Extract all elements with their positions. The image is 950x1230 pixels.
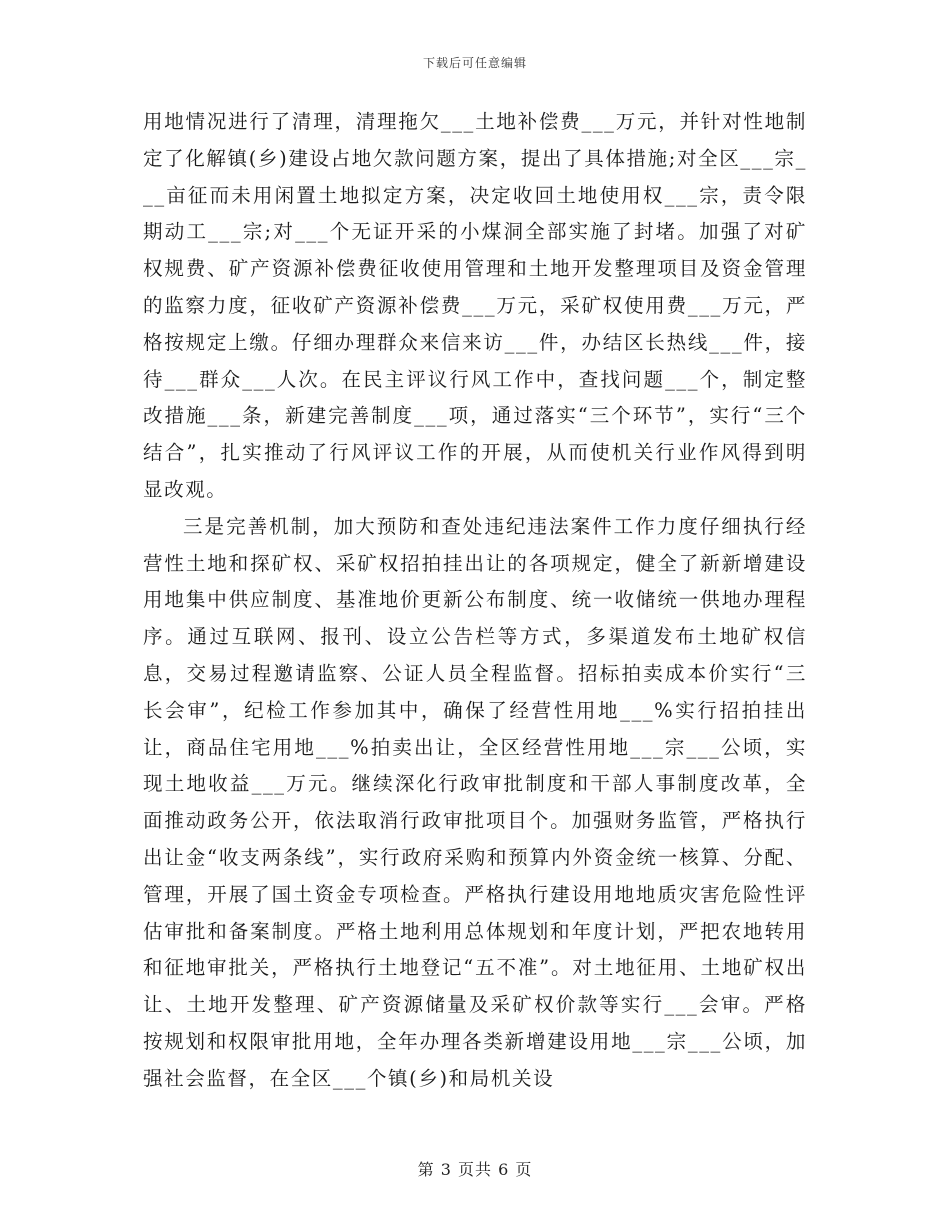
document-body — [143, 104, 807, 1098]
body-paragraph-2: 三是完善机制，加大预防和查处违纪违法案件工作力度仔细执行经营性土地和探矿权、采矿权招拍挂出让的各项规定，健全了新新增建设用地集中供应制度、基准地价更新公布制度、统一收储统一供地办理程序。通过互联网、报刊、设立公告栏等方式，多渠道发布土地矿权信息，交易过程邀请监察、公证人员全程监督。招标拍卖成本价实行“三长会审”，纪检工作参加其中，确保了经营性用地___%实行招拍挂出让，商品住宅用地___%拍卖出让，全区经营性用地___宗___公顷，实现土地收益___万元。继续深化行政审批制度和干部人事制度改革，全面推动政务公开，依法取消行政审批项目个。加强财务监管，严格执行出让金“收支两条线”，实行政府采购和预算内外资金统一核算、分配、管理，开展了国土资金专项检查。严格执行建设用地地质灾害危险性评估审批和备案制度。严格土地利用总体规划和年度计划，严把农地转用和征地审批关，严格执行土地登记“五不准”。对土地征用、土地矿权出让、土地开发整理、矿产资源储量及采矿权价款等实行___会审。严格按规划和权限审批用地，全年办理各类新增建设用地___宗___公顷，加强社会监督，在全区___个镇(乡)和局机关设 — [143, 514, 807, 1090]
page-number: 第 3 页共 6 页 — [417, 1160, 533, 1179]
body-paragraph-1: 用地情况进行了清理，清理拖欠___土地补偿费___万元，并针对性地制定了化解镇(乡)建设占地欠款问题方案，提出了具体措施;对全区___宗___亩征而未用闲置土地拟定方案，决定收回土地使用权___宗，责令限期动工___宗;对___个无证开采的小煤洞全部实施了封堵。加强了对矿权规费、矿产资源补偿费征收使用管理和土地开发整理项目及资金管理的监察力度，征收矿产资源补偿费___万元，采矿权使用费___万元，严格按规定上缴。仔细办理群众来信来访___件，办结区长热线___件，接待___群众___人次。在民主评议行风工作中，查找问题___个，制定整改措施___条，新建完善制度___项，通过落实“三个环节”，实行“三个结合”，扎实推动了行风评议工作的开展，从而使机关行业作风得到明显改观。 — [143, 110, 807, 501]
page-header-note: 下载后可任意编辑 — [422, 56, 527, 70]
